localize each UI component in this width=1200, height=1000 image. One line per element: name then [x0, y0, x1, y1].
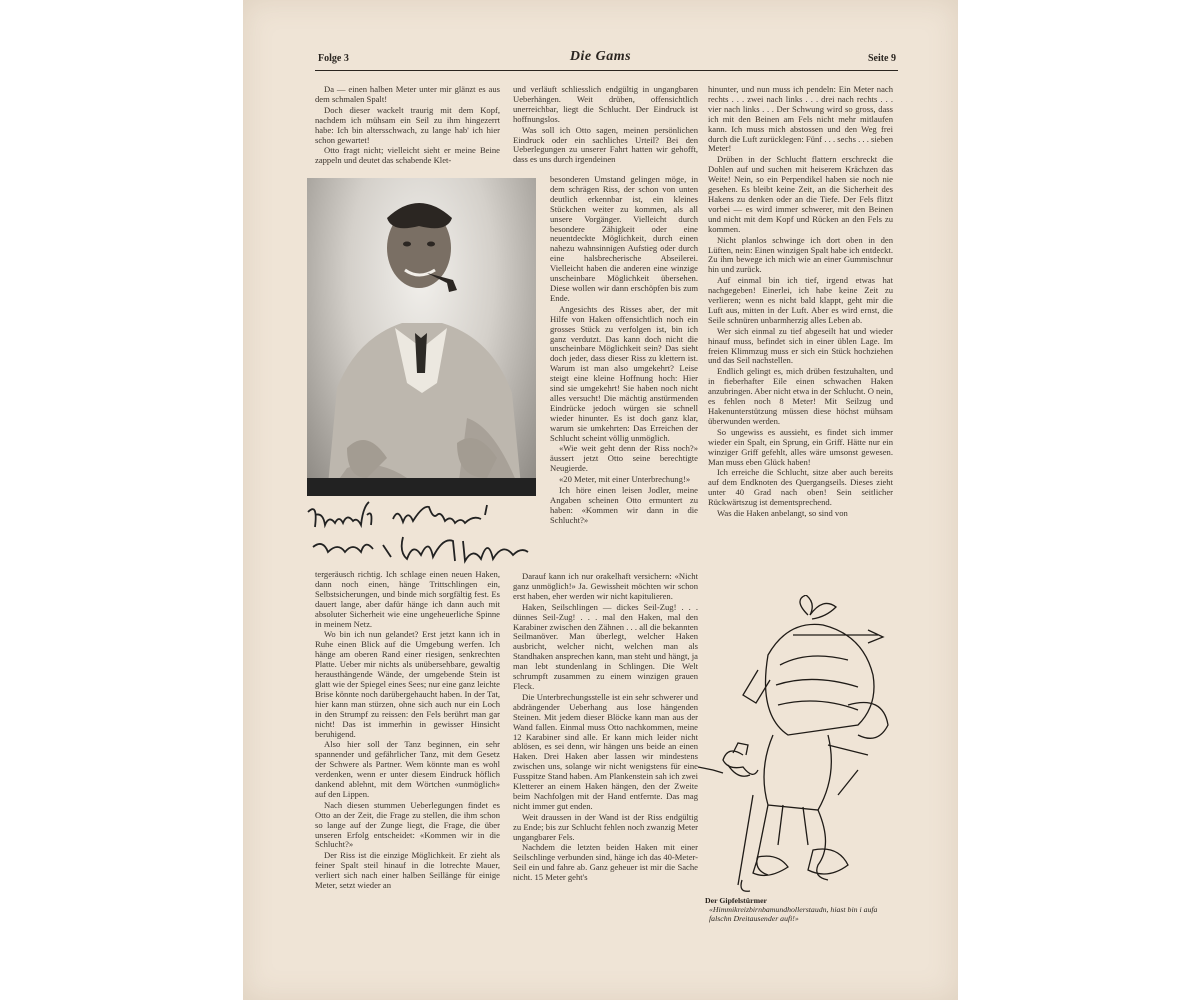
- paragraph: Darauf kann ich nur orakelhaft versichern: «Nicht ganz unmöglich!» Ja. Gewissheit möchten wir schon erst haben, eher werden wir nicht kapitulieren.: [513, 572, 698, 601]
- paragraph: Was soll ich Otto sagen, meinen persönlichen Eindruck oder ein sachliches Urteil? Bei den Ueberlegungen zu unserer Fahrt hatten wir gehofft, dass es uns durch irgendeinen: [513, 124, 698, 165]
- paragraph: Da — einen halben Meter unter mir glänzt es aus dem schmalen Spalt!: [315, 85, 500, 104]
- paragraph: Ich erreiche die Schlucht, sitze aber auch bereits auf dem Endknoten des Quergangseils. Dieses zieht unter 40 Grad nach oben! Sein seitlicher Rückwärtszug ist dementsprechend.: [708, 467, 893, 508]
- paragraph: «Wie weit geht denn der Riss noch?» äussert jetzt Otto seine berechtigte Neugierde.: [550, 443, 698, 474]
- paragraph: und verläuft schliesslich endgültig in ungangbaren Ueberhängen. Weit drüben, offensichtlich unerreichbar, liegt die Schlucht. Der Eindruck ist hoffnungslos.: [513, 85, 698, 124]
- cartoon-caption: [705, 896, 895, 923]
- column-1-top: [315, 85, 500, 167]
- paragraph: Doch dieser wackelt traurig mit dem Kopf, nachdem ich mühsam ein Seil zu ihm hingezerrt habe: Ich bin altersschwach, zu lange hab' ich hier schon gewartet!: [315, 104, 500, 145]
- paragraph: Was die Haken anbelangt, so sind von: [717, 508, 848, 519]
- magazine-title: Die Gams: [569, 49, 632, 64]
- caption-title: Der Gipfelstürmer: [705, 896, 767, 905]
- column-1-bottom: [315, 570, 500, 900]
- paragraph: «20 Meter, mit einer Unterbrechung!»: [559, 474, 691, 485]
- paragraph: Die Unterbrechungsstelle ist ein sehr schwerer und abdrängender Ueberhang aus lose hängenden Steinen. Mit jedem dieser Blöcke kann man aus der Wand fallen. Einmal muss Otto nachkommen, meine 12 Karabiner sind alle. Er kann mich leider nicht ablösen, es sei denn, wir hängen uns beide an einen Haken. Drei Haken aber lassen wir mindestens zwischen uns, solange wir nicht wenigstens für eine Fusspitze Stand haben. Am Plankenstein sah ich zwei Kletterer an einem Haken hängen, den der Zweite beim Nachfolgen mit der Hand entfernte. Das mag nicht immer gut enden.: [513, 691, 698, 811]
- paragraph: besonderen Umstand gelingen möge, in dem schrägen Riss, der schon von unten deutlich erkennbar ist, ein kleines Stückchen weiter zu kommen, als all unsere Vorgänger. Vielleicht durch besondere Zähigkeit oder eine neuentdeckte Möglichkeit, durch einen nahezu wahnsinnigen Aufstieg oder durch eine halsbrecherische Abseilerei. Vielleicht haben die anderen eine winzige unscheinbare Möglichkeit übersehen. Diese wollen wir dann erschöpfen bis zum Ende.: [550, 175, 698, 303]
- header-rule: [315, 70, 898, 71]
- caption-text: «Himmikreizbirnbamundhollerstaudn, hiast bin i aufa falschn Dreitausender aufi!»: [709, 905, 878, 923]
- column-3: [708, 85, 893, 585]
- paragraph: Auf einmal bin ich tief, irgend etwas hat nachgegeben! Einerlei, ich habe keine Zeit zu verlieren; wenn es nicht bald klappt, geht mir die Luft aus, mitten in der Luft. Aber es wird ernst, die Seile schnüren unbarmherzig alles Leben ab.: [708, 275, 893, 325]
- paragraph: Wo bin ich nun gelandet? Erst jetzt kann ich in Ruhe einen Blick auf die Umgebung werfen. Ich hänge am oberen Rand einer riesigen, senkrechten Platte. Ueber mir nichts als unübersehbare, gewaltig herausthängende Wände, der umgebende Stein ist glatt wie der Spiegel eines Sees; nur eine ganz leichte Brise könnte noch darübergehaucht haben. In der Tat, hier kann man stürzen, ohne sich auch nur ein Loch in den Strumpf zu reissen: den Fels berührt man gar nicht! Das ist immerhin in gewisser Hinsicht beruhigend.: [315, 629, 500, 739]
- paragraph: tergeräusch richtig. Ich schlage einen neuen Haken, dann noch einen, hänge Trittschlingen ein, Selbstsicherungen, und binde mich sorgfältig fest. Es dauert lange, aber dafür hänge ich dann auch mit absoluter Sicherheit wie eine ungeheuerliche Spinne in meinem Netz.: [315, 570, 500, 629]
- paragraph: Angesichts des Risses aber, der mit Hilfe von Haken offensichtlich noch ein grosses Stück zu verfolgen ist, bin ich ganz verdutzt. Das kann doch nicht die unscheinbare Möglichkeit sein? Das sieht doch jeder, dass dieser Riss zu klettern ist. Warum ist man also umgekehrt? Leise steigt eine kleine Hoffnung hoch: Hier sind sie umgekehrt! Sie haben noch nicht alles versucht! Die mächtig anstürmenden Eindrücke jedoch würgen sie schnell wieder hinunter. Es ist doch ganz klar, warum sie umkehrten: Das Erreichen der Schlucht scheint völlig unmöglich.: [550, 303, 698, 443]
- paragraph: Weit draussen in der Wand ist der Riss endgültig zu Ende; bis zur Schlucht fehlen noch zwanzig Meter ungangbarer Fels.: [513, 811, 698, 842]
- paragraph: Der Riss ist die einzige Möglichkeit. Er zieht als feiner Spalt steil hinauf in die lotrechte Mauer, verliert sich nach einer halben Seillänge für einige Meter, setzt wieder an: [315, 850, 500, 891]
- paragraph: Drüben in der Schlucht flattern erschreckt die Dohlen auf und suchen mit heiserem Krächzen das Weite! Nein, so ein Perpendikel haben sie noch nie gesehen. Es bleibt keine Zeit, an die Sicherheit des Hakens zu denken oder an die Tiefe. Der Fels flitzt vorbei — es wird immer schwerer, mit den Beinen und nicht mit dem Kopf und Rücken an den Fels zu kommen.: [708, 154, 893, 234]
- paragraph: Also hier soll der Tanz beginnen, ein sehr spannender und gefährlicher Tanz, mit dem Gesetz der Schwere als Partner. Wem könnte man es wohl verdenken, wenn er unter diesem Eindruck höflich dankend ablehnt, mit dem Wörtchen «unmöglich» auf den Lippen.: [315, 739, 500, 799]
- paragraph: Ich höre einen leisen Jodler, meine Angaben scheinen Otto ermuntert zu haben: «Kommen wir dann in die Schlucht?»: [550, 485, 698, 525]
- portrait-photo: [307, 178, 536, 496]
- paragraph: hinunter, und nun muss ich pendeln: Ein Meter nach rechts . . . zwei nach links . . . drei nach rechts . . . vier nach links . . . Der Schwung wird so gross, dass ich mit den Beinen am Fels nicht mehr mitlaufen kann. Ich muss mich abstossen und den Weg frei durch die Luft zurücklegen: Fünf . . . sechs . . . sieben Meter!: [708, 85, 893, 154]
- column-2-bottom: [513, 572, 698, 922]
- paragraph: Nach diesen stummen Ueberlegungen findet es Otto an der Zeit, die Frage zu stellen, die ihm schon so lange auf der Zunge liegt, die Frage, die über unseren Erfolg entscheidet: «Kommen wir in die Schlucht?»: [315, 799, 500, 850]
- column-2-middle: [550, 175, 698, 580]
- column-2-top: [513, 85, 698, 175]
- page-number: Seite 9: [867, 53, 896, 64]
- paragraph: Wer sich einmal zu tief abgeseilt hat und wieder hinauf muss, befindet sich in einer üblen Lage. Im freien Klimmzug muss er sich ein Stück hochziehen und das Seil nachstellen.: [708, 325, 893, 366]
- autograph-signature: [303, 497, 548, 567]
- paragraph: Otto fragt nicht; vielleicht sieht er meine Beine zappeln und deutet das schabende Klet-: [315, 145, 500, 166]
- paragraph: Nachdem die letzten beiden Haken mit einer Seilschlinge verbunden sind, hänge ich das 40-Meter-Seil ein und fahre ab. Ganz geheuer ist mir die Sache nicht. 15 Meter geht's: [513, 842, 698, 883]
- cartoon-illustration: [698, 595, 903, 895]
- paragraph: Endlich gelingt es, mich drüben festzuhalten, und in fieberhafter Eile einen schwachen Haken anzubringen. Aber nicht etwa in der Schlucht. O nein, es fehlen noch 8 Meter! Mit Seilzug und Hakenunterstützung müssen diese höchst mühsam überwunden werden.: [708, 366, 893, 426]
- issue-number: Folge 3: [318, 53, 349, 64]
- magazine-page: [243, 0, 958, 1000]
- paragraph: Nicht planlos schwinge ich dort oben in den Lüften, nein: Einen winzigen Spalt habe ich entdeckt. Zu ihm bewege ich mich wie an einer Gummischnur hin und zurück.: [708, 234, 893, 275]
- paragraph: So ungewiss es aussieht, es findet sich immer wieder ein Spalt, ein Sprung, ein Griff. Hätte nur ein winziger Griff gefehlt, alles wäre umsonst gewesen. Man muss eben Glück haben!: [708, 426, 893, 467]
- paragraph: Haken, Seilschlingen — dickes Seil-Zug! . . . dünnes Seil-Zug! . . . mal den Haken, mal den Karabiner zwischen den Zähnen . . . all die bekannten Seilmanöver. Man überlegt, welcher Haken ausbricht, welcher nicht, welchen man als Standhaken ansprechen kann, man steht und hängt, ja man lebt stundenlang in Schlingen. Die Welt schrumpft zusammen zu einem winzigen grauen Fleck.: [513, 601, 698, 691]
